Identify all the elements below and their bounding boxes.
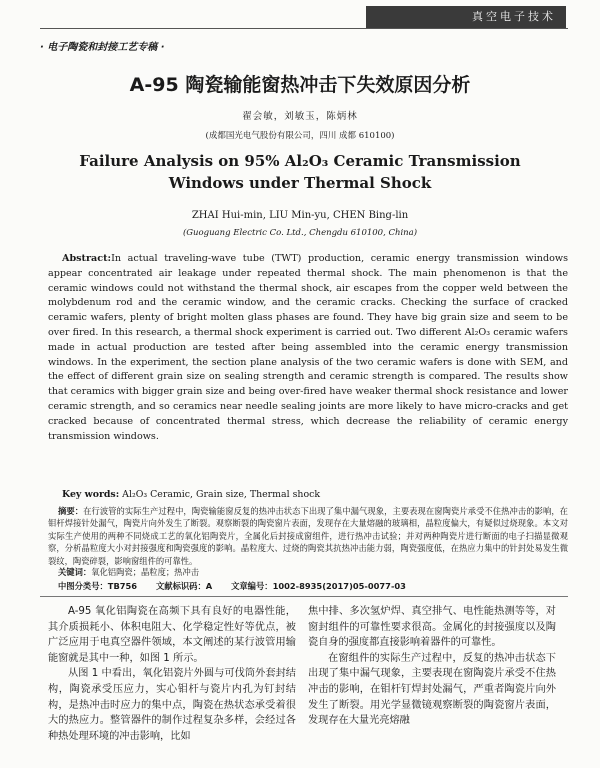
keywords-text: Al₂O₃ Ceramic, Grain size, Thermal shock [122,489,321,500]
header-rule [40,28,568,29]
zh-keywords-label: 关键词： [58,567,92,577]
authors-en: ZHAI Hui-min, LIU Min-yu, CHEN Bing-lin [191,210,409,221]
body-column-left [48,604,296,744]
abstract-cn [48,505,568,567]
section-rule [40,596,568,597]
body-paragraph: 焦中排、多次氢炉焊、真空排气、电性能热测等等，对窗封组件的可靠性要求很高。金属化的封接强度以及陶瓷自身的强度都直接影响着器件的可靠性。 [308,606,556,649]
article-meta [58,580,568,592]
journal-header-bar [366,6,566,28]
keywords-en [62,489,568,500]
keywords-label: Key words: [62,489,120,500]
zh-abstract-text: 在行波管的实际生产过程中，陶瓷输能窗反复的热冲击状态下出现了集中漏气现象，主要表现在窗陶瓷片承受不住热冲击的影响，在钼杆焊接针处漏气，陶瓷片向外发生了断裂。观察断裂的陶瓷窗片表面，发现存在大量熔融的玻璃相，晶粒度偏大，有疑似过烧现象。本文对实际生产使用的两种不同烧成工艺的氧化铝陶瓷片，全属化后封接成窗组件，进行热冲击试验；并对两种陶瓷片进行断面的电子扫描显微观察，分析晶粒度大小对封接强度和陶瓷强度的影响。晶粒度大、过烧的陶瓷其抗热冲击能力弱，陶瓷强度低，在热应力集中的针封处易发生微裂纹，陶瓷碎裂，影响窗组件的可靠性。 [48,506,568,566]
paper-title-cn: A-95 陶瓷输能窗热冲击下失效原因分析 [129,74,471,96]
affiliation-en: (Guoguang Electric Co. Ltd., Chengdu 610100, China) [182,228,418,238]
abstract-text: In actual traveling-wave tube (TWT) production, ceramic energy transmission windows appear concentrated air leakage under repeated thermal shock. The main phenomenon is that the ceramic windows could not withstand the thermal shock, air escapes from the copper weld between the molybdenum rod and the ceramic window, and the ceramic cracks. Checking the surface of cracked ceramic wafers, plenty of bright molten glass phases are found. They have big grain size and seem to be over fired. In this research, a thermal shock experiment is carried out. Two different Al₂O₃ ceramic wafers made in actual production are tested after being assembled into the ceramic energy transmission windows. In the experiment, the section plane analysis of the two ceramic wafers is done with SEM, and the effect of different grain size on sealing strength and ceramic strength is compared. The results show that ceramics with bigger grain size and being over-fired have weaker thermal shock resistance and lower ceramic strength, and so ceramics near needle sealing joints are more likely to have micro-cracks and get cracked because of concentrated thermal stress, which decrease the reliability of ceramic energy transmission windows. [48,253,568,442]
body-paragraph: A-95 氧化铝陶瓷在高频下具有良好的电器性能，其介质损耗小、体积电阻大、化学稳定性好等优点，被广泛应用于电真空器件领域，本文阐述的某行波管用输能窗就是其中一种，如图 1 所示。 [48,606,296,664]
zh-abstract-label: 摘要： [58,506,84,516]
abstract-en [48,252,568,444]
title-en-line-2: Windows under Thermal Shock [168,174,432,192]
journal-name: 真空电子技术 [472,10,556,23]
clc-number: 中图分类号：TB756 [58,581,138,591]
zh-keywords-text: 氧化铝陶瓷；晶粒度；热冲击 [91,567,200,577]
body-column-right [308,604,556,729]
body-paragraph: 在窗组件的实际生产过程中，反复的热冲击状态下出现了集中漏气现象，主要表现在窗陶瓷片承受不住热冲击的影响，在钼杆钉焊封处漏气，严重者陶瓷片向外发生了断裂。用光学显微镜观察断裂的陶瓷窗片表面，发现存在大量光亮熔融 [308,652,556,727]
paper-title-en [60,150,540,194]
column-label: · 电子陶瓷和封接工艺专稿 · [40,42,165,53]
affiliation-cn: (成都国光电气股份有限公司，四川 成都 610100) [205,131,395,141]
title-en-line-1: Failure Analysis on 95% Al₂O₃ Ceramic Transmission [79,152,521,170]
document-code: 文献标识码：A [155,581,213,591]
body-paragraph: 从图 1 中看出，氧化铝瓷片外圆与可伐筒外套封结构，陶瓷承受压应力，实心钼杆与瓷片内孔为钉封结构，是热冲击时应力的集中点，陶瓷在热状态承受着很大的热应力。整管器件的制作过程复杂多样，会经过各种热处理环境的冲击影响，比如 [48,668,296,742]
keywords-cn [58,566,199,578]
authors-cn: 翟会敏，刘敏玉，陈炳林 [242,111,358,122]
abstract-label: Abstract: [62,253,112,264]
article-id: 文章编号：1002-8935(2017)05-0077-03 [231,581,406,591]
